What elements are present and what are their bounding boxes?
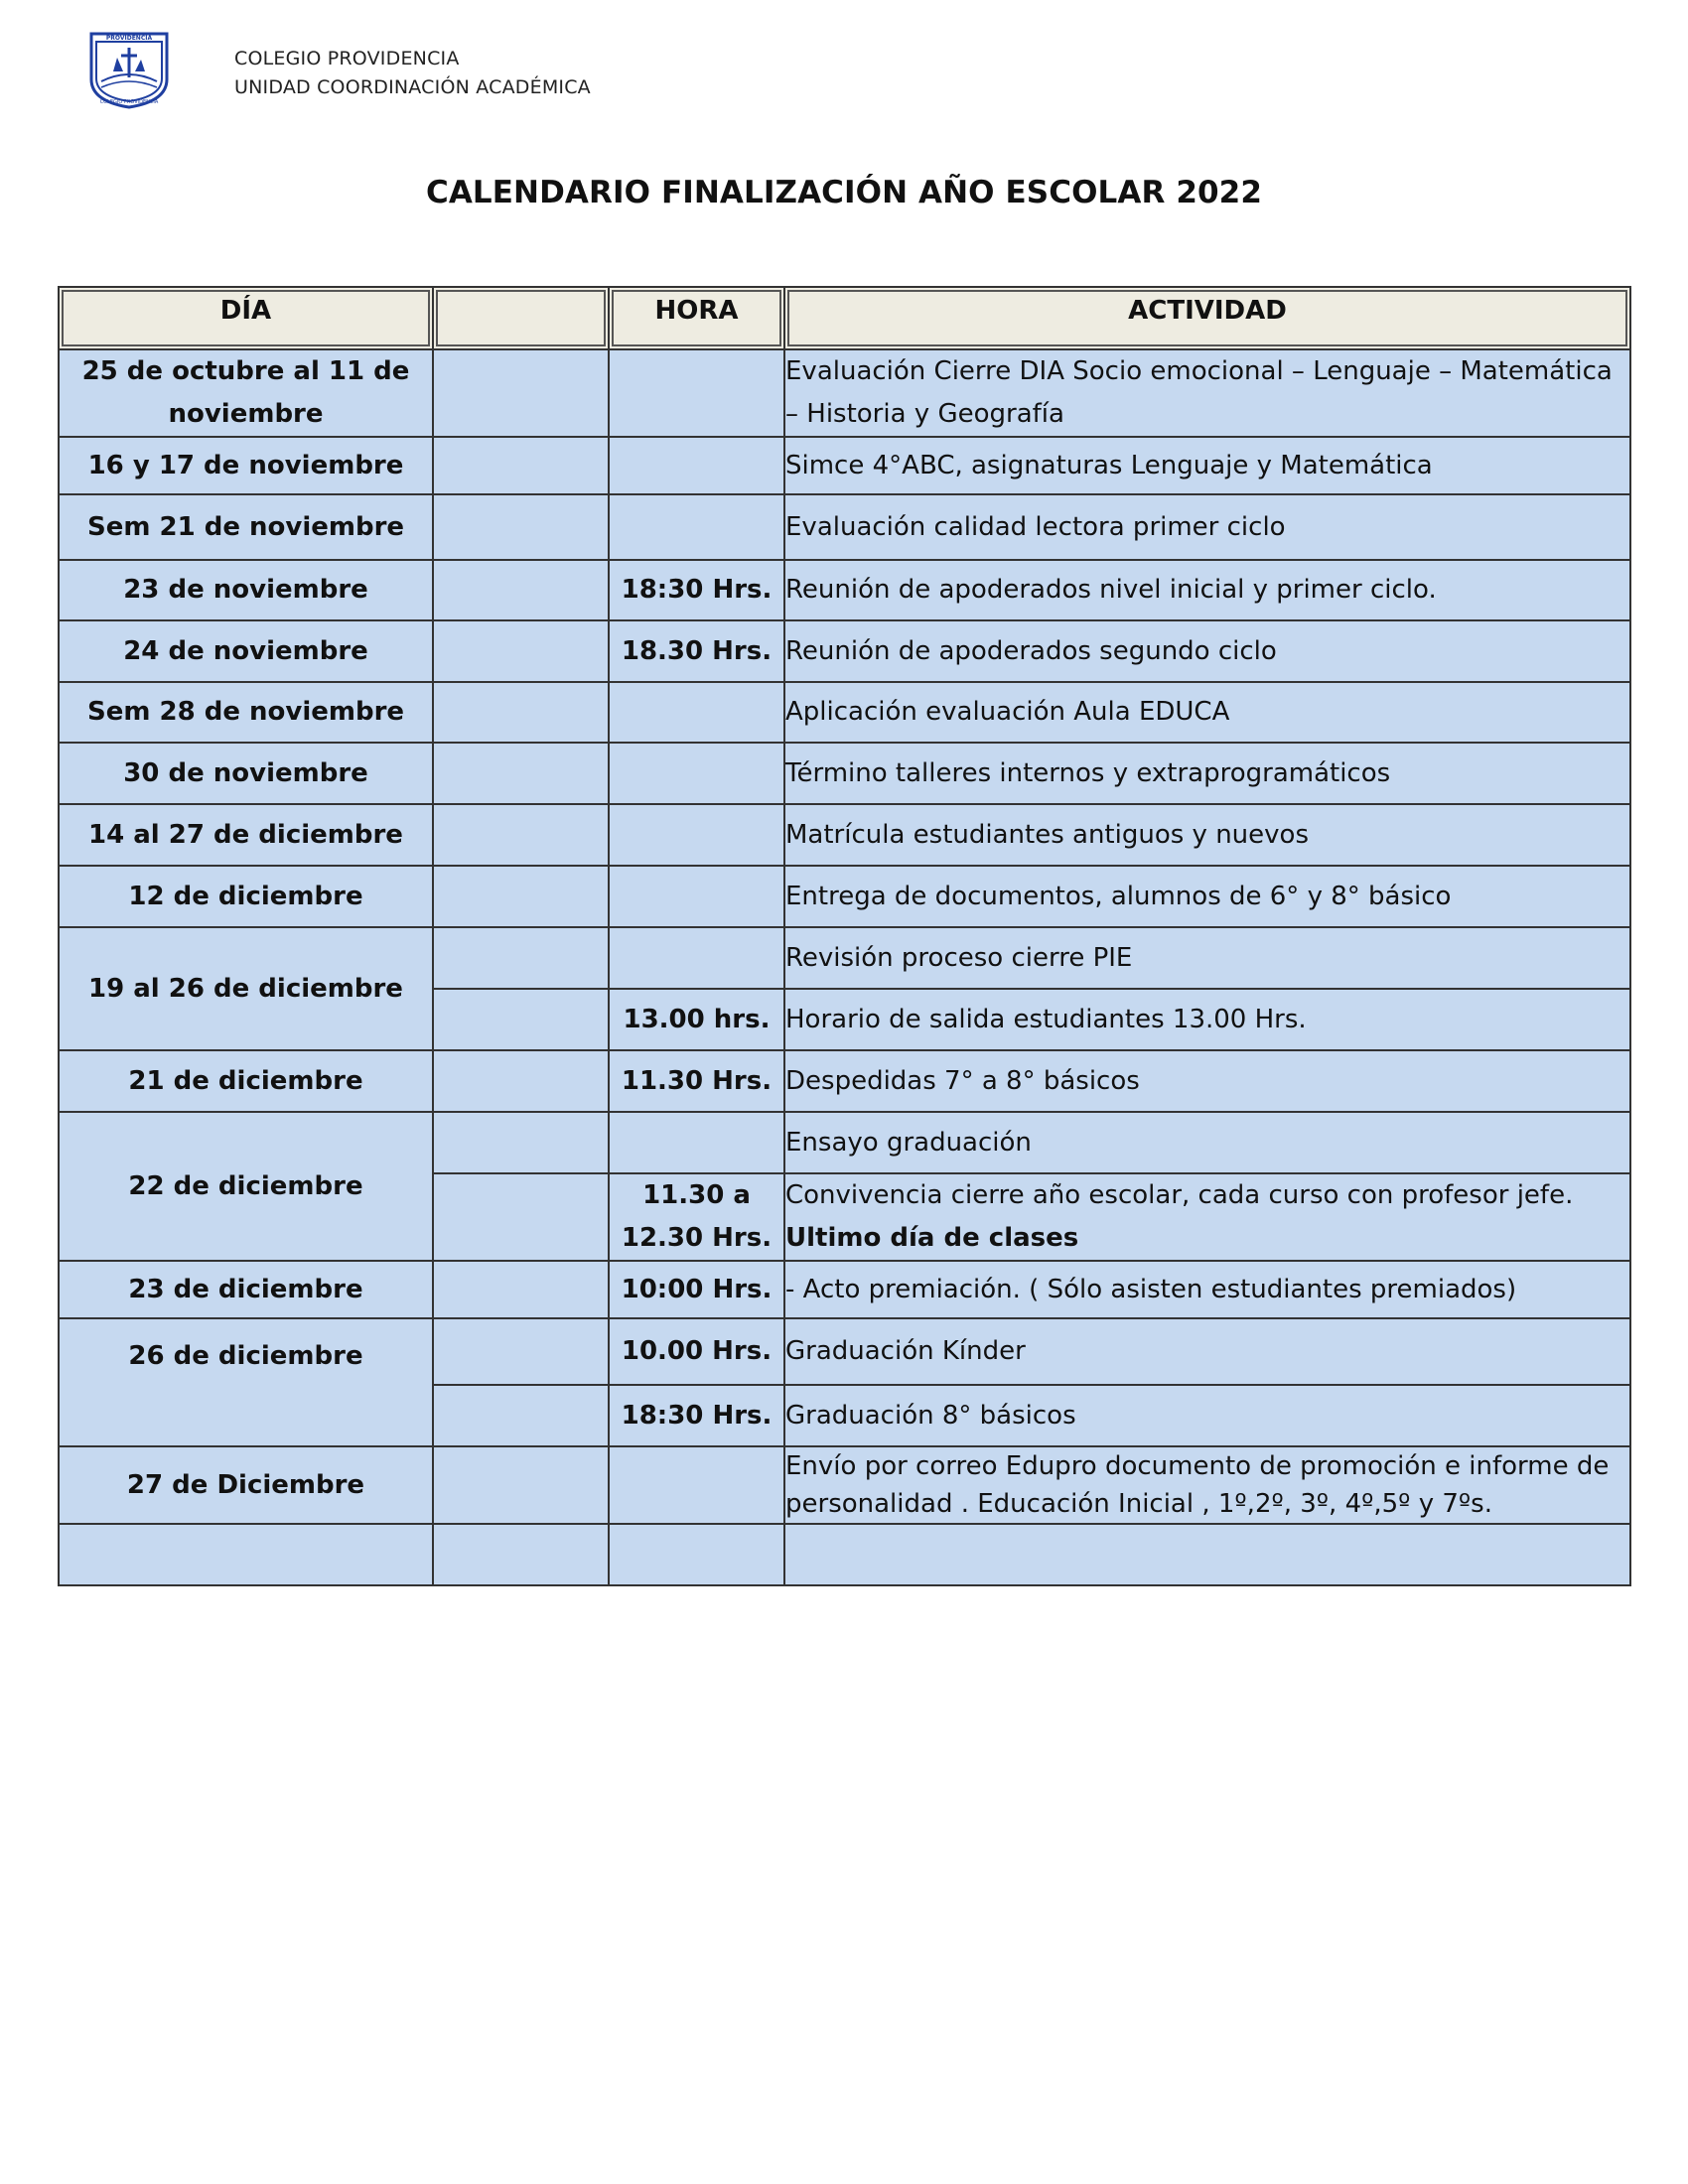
page-title: CALENDARIO FINALIZACIÓN AÑO ESCOLAR 2022 bbox=[425, 175, 1263, 210]
hora-cell bbox=[610, 1525, 785, 1586]
activity-cell: Graduación Kínder bbox=[785, 1319, 1631, 1386]
activity-cell: Horario de salida estudiantes 13.00 Hrs. bbox=[785, 990, 1631, 1051]
blank-cell bbox=[434, 928, 610, 990]
table-row bbox=[60, 928, 1631, 990]
day-cell: 14 al 27 de diciembre bbox=[60, 805, 434, 867]
activity-cell bbox=[785, 1525, 1631, 1586]
table-row bbox=[60, 495, 1631, 561]
day-cell: Sem 21 de noviembre bbox=[60, 495, 434, 561]
activity-cell: Graduación 8° básicos bbox=[785, 1386, 1631, 1447]
day-cell: 26 de diciembre bbox=[60, 1319, 434, 1447]
blank-cell bbox=[434, 805, 610, 867]
hora-cell bbox=[610, 805, 785, 867]
school-name: COLEGIO PROVIDENCIA bbox=[234, 48, 460, 69]
day-cell: 12 de diciembre bbox=[60, 867, 434, 928]
header-blank bbox=[434, 288, 610, 350]
blank-cell bbox=[434, 1174, 610, 1262]
day-cell: 24 de noviembre bbox=[60, 621, 434, 683]
hora-cell: 18.30 Hrs. bbox=[610, 621, 785, 683]
activity-cell: Matrícula estudiantes antiguos y nuevos bbox=[785, 805, 1631, 867]
header-dia: DÍA bbox=[60, 288, 434, 350]
activity-cell: Simce 4°ABC, asignaturas Lenguaje y Matemática bbox=[785, 438, 1631, 495]
activity-cell: Reunión de apoderados nivel inicial y primer ciclo. bbox=[785, 561, 1631, 621]
day-cell: 21 de diciembre bbox=[60, 1051, 434, 1113]
blank-cell bbox=[434, 1319, 610, 1386]
day-cell: 27 de Diciembre bbox=[60, 1447, 434, 1525]
table-row bbox=[60, 805, 1631, 867]
day-cell: 19 al 26 de diciembre bbox=[60, 928, 434, 1051]
table-row bbox=[60, 683, 1631, 744]
school-logo bbox=[87, 28, 171, 111]
hora-cell: 18:30 Hrs. bbox=[610, 1386, 785, 1447]
activity-cell: Evaluación calidad lectora primer ciclo bbox=[785, 495, 1631, 561]
activity-cell: Revisión proceso cierre PIE bbox=[785, 928, 1631, 990]
hora-cell bbox=[610, 683, 785, 744]
hora-cell bbox=[610, 495, 785, 561]
blank-cell bbox=[434, 350, 610, 438]
svg-text:PROVIDENCIA: PROVIDENCIA bbox=[105, 35, 153, 42]
blank-cell bbox=[434, 438, 610, 495]
blank-cell bbox=[434, 867, 610, 928]
activity-cell: Reunión de apoderados segundo ciclo bbox=[785, 621, 1631, 683]
table-row bbox=[60, 1447, 1631, 1525]
table-row bbox=[60, 1525, 1631, 1586]
blank-cell bbox=[434, 1447, 610, 1525]
activity-cell: - Acto premiación. ( Sólo asisten estudiantes premiados) bbox=[785, 1262, 1631, 1319]
blank-cell bbox=[434, 1386, 610, 1447]
calendar-table bbox=[58, 286, 1631, 1586]
blank-cell bbox=[434, 683, 610, 744]
table-row bbox=[60, 1319, 1631, 1386]
day-cell: 23 de diciembre bbox=[60, 1262, 434, 1319]
unit-name: UNIDAD COORDINACIÓN ACADÉMICA bbox=[234, 76, 591, 98]
activity-cell: Envío por correo Edupro documento de promoción e informe de personalidad . Educación Inicial , 1º,2º, 3º, 4º,5º y 7ºs. bbox=[785, 1447, 1631, 1525]
day-cell: 16 y 17 de noviembre bbox=[60, 438, 434, 495]
blank-cell bbox=[434, 495, 610, 561]
blank-cell bbox=[434, 744, 610, 805]
day-cell: Sem 28 de noviembre bbox=[60, 683, 434, 744]
hora-cell bbox=[610, 928, 785, 990]
hora-cell bbox=[610, 744, 785, 805]
activity-cell: Entrega de documentos, alumnos de 6° y 8° básico bbox=[785, 867, 1631, 928]
hora-cell: 18:30 Hrs. bbox=[610, 561, 785, 621]
hora-cell: 13.00 hrs. bbox=[610, 990, 785, 1051]
activity-cell bbox=[785, 1174, 1631, 1262]
header-block bbox=[234, 45, 591, 102]
activity-text: Convivencia cierre año escolar, cada curso con profesor jefe. bbox=[785, 1180, 1574, 1210]
blank-cell bbox=[434, 621, 610, 683]
table-row bbox=[60, 621, 1631, 683]
hora-cell: 10.00 Hrs. bbox=[610, 1319, 785, 1386]
day-cell: 30 de noviembre bbox=[60, 744, 434, 805]
hora-cell bbox=[610, 867, 785, 928]
table-row bbox=[60, 1051, 1631, 1113]
table-row bbox=[60, 438, 1631, 495]
hora-cell: 11.30 Hrs. bbox=[610, 1051, 785, 1113]
blank-cell bbox=[434, 1051, 610, 1113]
blank-cell bbox=[434, 990, 610, 1051]
activity-cell: Aplicación evaluación Aula EDUCA bbox=[785, 683, 1631, 744]
table-header-row bbox=[60, 288, 1631, 350]
day-cell: 25 de octubre al 11 de noviembre bbox=[60, 350, 434, 438]
header-actividad: ACTIVIDAD bbox=[785, 288, 1631, 350]
hora-cell: 10:00 Hrs. bbox=[610, 1262, 785, 1319]
table-row bbox=[60, 561, 1631, 621]
activity-cell: Evaluación Cierre DIA Socio emocional – Lenguaje – Matemática – Historia y Geografía bbox=[785, 350, 1631, 438]
table-row bbox=[60, 350, 1631, 438]
activity-cell: Ensayo graduación bbox=[785, 1113, 1631, 1174]
table-row bbox=[60, 744, 1631, 805]
hora-cell bbox=[610, 1113, 785, 1174]
activity-emphasis: Ultimo día de clases bbox=[785, 1223, 1079, 1253]
day-cell: 22 de diciembre bbox=[60, 1113, 434, 1262]
table-row bbox=[60, 867, 1631, 928]
blank-cell bbox=[434, 1113, 610, 1174]
day-cell: 23 de noviembre bbox=[60, 561, 434, 621]
hora-cell: 11.30 a 12.30 Hrs. bbox=[610, 1174, 785, 1262]
activity-cell: Despedidas 7° a 8° básicos bbox=[785, 1051, 1631, 1113]
hora-cell bbox=[610, 1447, 785, 1525]
table-row bbox=[60, 1262, 1631, 1319]
blank-cell bbox=[434, 1525, 610, 1586]
activity-cell: Término talleres internos y extraprogramáticos bbox=[785, 744, 1631, 805]
hora-cell bbox=[610, 350, 785, 438]
day-cell bbox=[60, 1525, 434, 1586]
blank-cell bbox=[434, 1262, 610, 1319]
header-hora: HORA bbox=[610, 288, 785, 350]
table-row bbox=[60, 1113, 1631, 1174]
blank-cell bbox=[434, 561, 610, 621]
hora-cell bbox=[610, 438, 785, 495]
svg-text:COLEGIO PROVIDENCIA: COLEGIO PROVIDENCIA bbox=[99, 99, 159, 105]
